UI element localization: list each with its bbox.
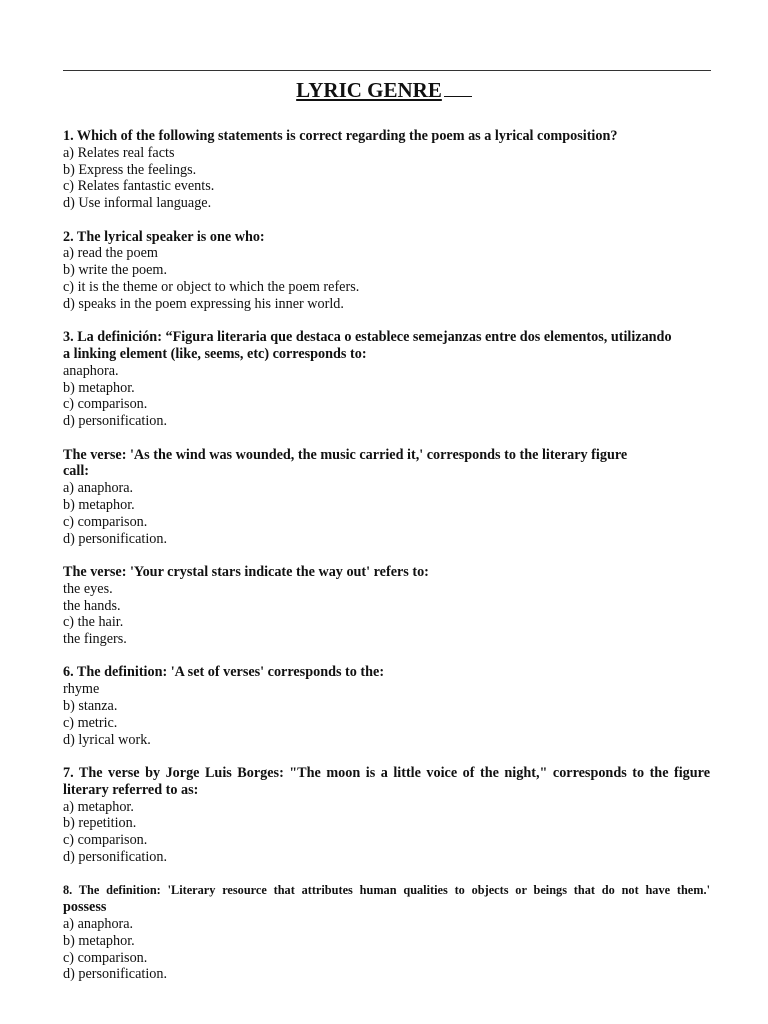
prompt-line: The verse: 'Your crystal stars indicate the way out' refers to:	[63, 563, 429, 580]
answer-option: c) comparison.	[63, 832, 148, 849]
prompt-line: 2. The lyrical speaker is one who:	[63, 228, 265, 245]
answer-option: d) personification.	[63, 849, 168, 866]
question-prompt	[63, 882, 710, 916]
question-7	[63, 765, 710, 866]
question-8	[63, 882, 710, 983]
prompt-line: The verse: 'As the wind was wounded, the music carried it,' corresponds to the literary figure	[63, 446, 628, 463]
title-text: LYRIC GENRE	[296, 78, 442, 102]
question-prompt	[63, 447, 710, 481]
answer-option: c) metric.	[63, 714, 118, 731]
answer-option: b) metaphor.	[63, 932, 135, 949]
answer-option: a) Relates real facts	[63, 144, 175, 161]
answer-option: d) lyrical work.	[63, 731, 151, 748]
question-prompt	[63, 765, 710, 799]
answer-option: c) the hair.	[63, 614, 124, 631]
answer-option: d) personification.	[63, 530, 168, 547]
question-3	[63, 329, 710, 430]
answer-option: b) write the poem.	[63, 262, 168, 279]
answer-option: rhyme	[63, 681, 100, 698]
answer-option: a) anaphora.	[63, 480, 134, 497]
answer-option: c) it is the theme or object to which the poem refers.	[63, 278, 360, 295]
prompt-line: a linking element (like, seems, etc) corresponds to:	[63, 345, 367, 362]
prompt-line: 8. The definition: 'Literary resource that attributes human qualities to objects or beings that do not have them.'	[63, 883, 710, 898]
answer-option: b) stanza.	[63, 698, 118, 715]
answer-option: c) comparison.	[63, 949, 148, 966]
answer-option: a) read the poem	[63, 245, 158, 262]
answer-option: the hands.	[63, 597, 121, 614]
answer-option: c) Relates fantastic events.	[63, 178, 215, 195]
top-rule	[63, 70, 711, 71]
question-4	[63, 447, 710, 548]
prompt-line: 3. La definición: “Figura literaria que destaca o establece semejanzas entre dos elementos, utilizando	[63, 329, 672, 346]
prompt-line: 7. The verse by Jorge Luis Borges: "The moon is a little voice of the night," corresponds to the figure	[63, 765, 710, 782]
answer-option: a) metaphor.	[63, 798, 134, 815]
answer-option: d) speaks in the poem expressing his inner world.	[63, 295, 344, 312]
prompt-line: call:	[63, 463, 89, 480]
answer-option: the eyes.	[63, 580, 113, 597]
page-title	[0, 78, 768, 103]
answer-option: a) anaphora.	[63, 916, 134, 933]
question-1	[63, 128, 710, 212]
question-prompt	[63, 564, 710, 581]
questions-list	[63, 128, 710, 1000]
prompt-line: literary referred to as:	[63, 781, 199, 798]
question-prompt	[63, 229, 710, 246]
answer-option: d) personification.	[63, 413, 168, 430]
answer-option: anaphora.	[63, 362, 119, 379]
answer-option: c) comparison.	[63, 396, 148, 413]
question-prompt	[63, 128, 710, 145]
answer-option: b) Express the feelings.	[63, 161, 197, 178]
prompt-line: possess	[63, 899, 107, 916]
question-6	[63, 664, 710, 748]
prompt-line: 6. The definition: 'A set of verses' corresponds to the:	[63, 664, 385, 681]
question-2	[63, 229, 710, 313]
title-underline-gap	[444, 79, 472, 97]
answer-option: b) metaphor.	[63, 496, 135, 513]
answer-option: d) Use informal language.	[63, 195, 212, 212]
answer-option: d) personification.	[63, 966, 168, 983]
answer-option: c) comparison.	[63, 513, 148, 530]
question-5	[63, 564, 710, 648]
answer-option: b) metaphor.	[63, 379, 135, 396]
question-prompt	[63, 664, 710, 681]
question-prompt	[63, 329, 710, 363]
answer-option: the fingers.	[63, 631, 127, 648]
prompt-line: 1. Which of the following statements is correct regarding the poem as a lyrical composition?	[63, 128, 618, 144]
answer-option: b) repetition.	[63, 815, 137, 832]
